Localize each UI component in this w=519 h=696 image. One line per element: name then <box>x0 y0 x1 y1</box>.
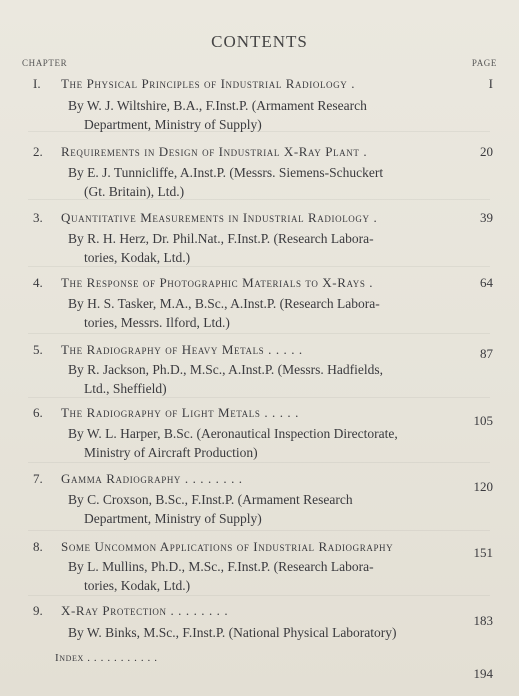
chapter-author <box>68 96 458 134</box>
author-line: By W. J. Wiltshire, B.A., F.Inst.P. (Armament Research <box>68 98 367 113</box>
chapter-title: X-Ray Protection . . . . . . . . <box>61 603 229 618</box>
divider <box>28 530 490 531</box>
chapter-title: The Physical Principles of Industrial Radiology . <box>61 76 356 91</box>
page-number: 64 <box>480 275 493 290</box>
author-line-cont: Ministry of Aircraft Production) <box>84 445 258 460</box>
divider <box>28 462 490 463</box>
divider <box>28 266 490 267</box>
page-number: 120 <box>473 479 493 494</box>
chapter-number: I. <box>33 76 41 91</box>
chapter-number: 3. <box>33 210 43 225</box>
page-number: I <box>488 76 493 91</box>
author-line-cont: tories, Kodak, Ltd.) <box>84 578 191 593</box>
page-number: 194 <box>473 666 493 681</box>
chapter-author <box>68 360 458 398</box>
page-number: 183 <box>473 613 493 628</box>
chapter-author <box>68 490 458 528</box>
chapter-number: 6. <box>33 405 43 420</box>
chapter-author <box>68 623 468 642</box>
page-number: 151 <box>473 545 493 560</box>
chapter-number: 2. <box>33 144 43 159</box>
page-number: 87 <box>480 346 493 361</box>
chapter-author <box>68 294 458 332</box>
author-line-cont: tories, Messrs. Ilford, Ltd.) <box>84 315 230 330</box>
author-line-cont: Department, Ministry of Supply) <box>84 511 262 526</box>
chapter-title: The Response of Photographic Materials to X-Rays . <box>61 275 374 290</box>
divider <box>28 333 490 334</box>
page-number: 39 <box>480 210 493 225</box>
chapter-title: The Radiography of Light Metals . . . . . <box>61 405 299 420</box>
page-number: 105 <box>473 413 493 428</box>
chapter-number: 8. <box>33 539 43 554</box>
author-line: By W. Binks, M.Sc., F.Inst.P. (National Physical Laboratory) <box>68 625 397 640</box>
chapter-number: 9. <box>33 603 43 618</box>
chapter-title: Requirements in Design of Industrial X-Ray Plant . <box>61 144 368 159</box>
index-label: Index . . . . . . . . . . . <box>55 652 158 664</box>
chapter-title: The Radiography of Heavy Metals . . . . . <box>61 342 303 357</box>
divider <box>28 199 490 200</box>
chapter-number: 7. <box>33 471 43 486</box>
chapter-title: Gamma Radiography . . . . . . . . <box>61 471 243 486</box>
divider <box>28 595 490 596</box>
chapter-author <box>68 557 458 595</box>
author-line: By C. Croxson, B.Sc., F.Inst.P. (Armament Research <box>68 492 353 507</box>
author-line: By L. Mullins, Ph.D., M.Sc., F.Inst.P. (Research Labora- <box>68 559 374 574</box>
chapter-number: 4. <box>33 275 43 290</box>
chapter-title: Some Uncommon Applications of Industrial Radiography <box>61 539 394 554</box>
page-title: CONTENTS <box>211 32 308 51</box>
author-line-cont: tories, Kodak, Ltd.) <box>84 250 191 265</box>
chapter-number: 5. <box>33 342 43 357</box>
divider <box>28 397 490 398</box>
chapter-author <box>68 229 458 267</box>
author-line-cont: Department, Ministry of Supply) <box>84 117 262 132</box>
chapter-author <box>68 163 458 201</box>
author-line: By H. S. Tasker, M.A., B.Sc., A.Inst.P. (Research Labora- <box>68 296 380 311</box>
author-line-cont: (Gt. Britain), Ltd.) <box>84 184 185 199</box>
author-line: By W. L. Harper, B.Sc. (Aeronautical Inspection Directorate, <box>68 426 398 441</box>
author-line: By E. J. Tunnicliffe, A.Inst.P. (Messrs. Siemens-Schuckert <box>68 165 384 180</box>
chapter-title: Quantitative Measurements in Industrial Radiology . <box>61 210 378 225</box>
author-line: By R. Jackson, Ph.D., M.Sc., A.Inst.P. (Messrs. Hadfields, <box>68 362 384 377</box>
page-column-header: PAGE <box>471 58 497 68</box>
author-line-cont: Ltd., Sheffield) <box>84 381 167 396</box>
chapter-author <box>68 424 458 462</box>
page-number: 20 <box>480 144 493 159</box>
divider <box>28 131 490 132</box>
author-line: By R. H. Herz, Dr. Phil.Nat., F.Inst.P. (Research Labora- <box>68 231 374 246</box>
chapter-column-header: CHAPTER <box>22 58 68 68</box>
